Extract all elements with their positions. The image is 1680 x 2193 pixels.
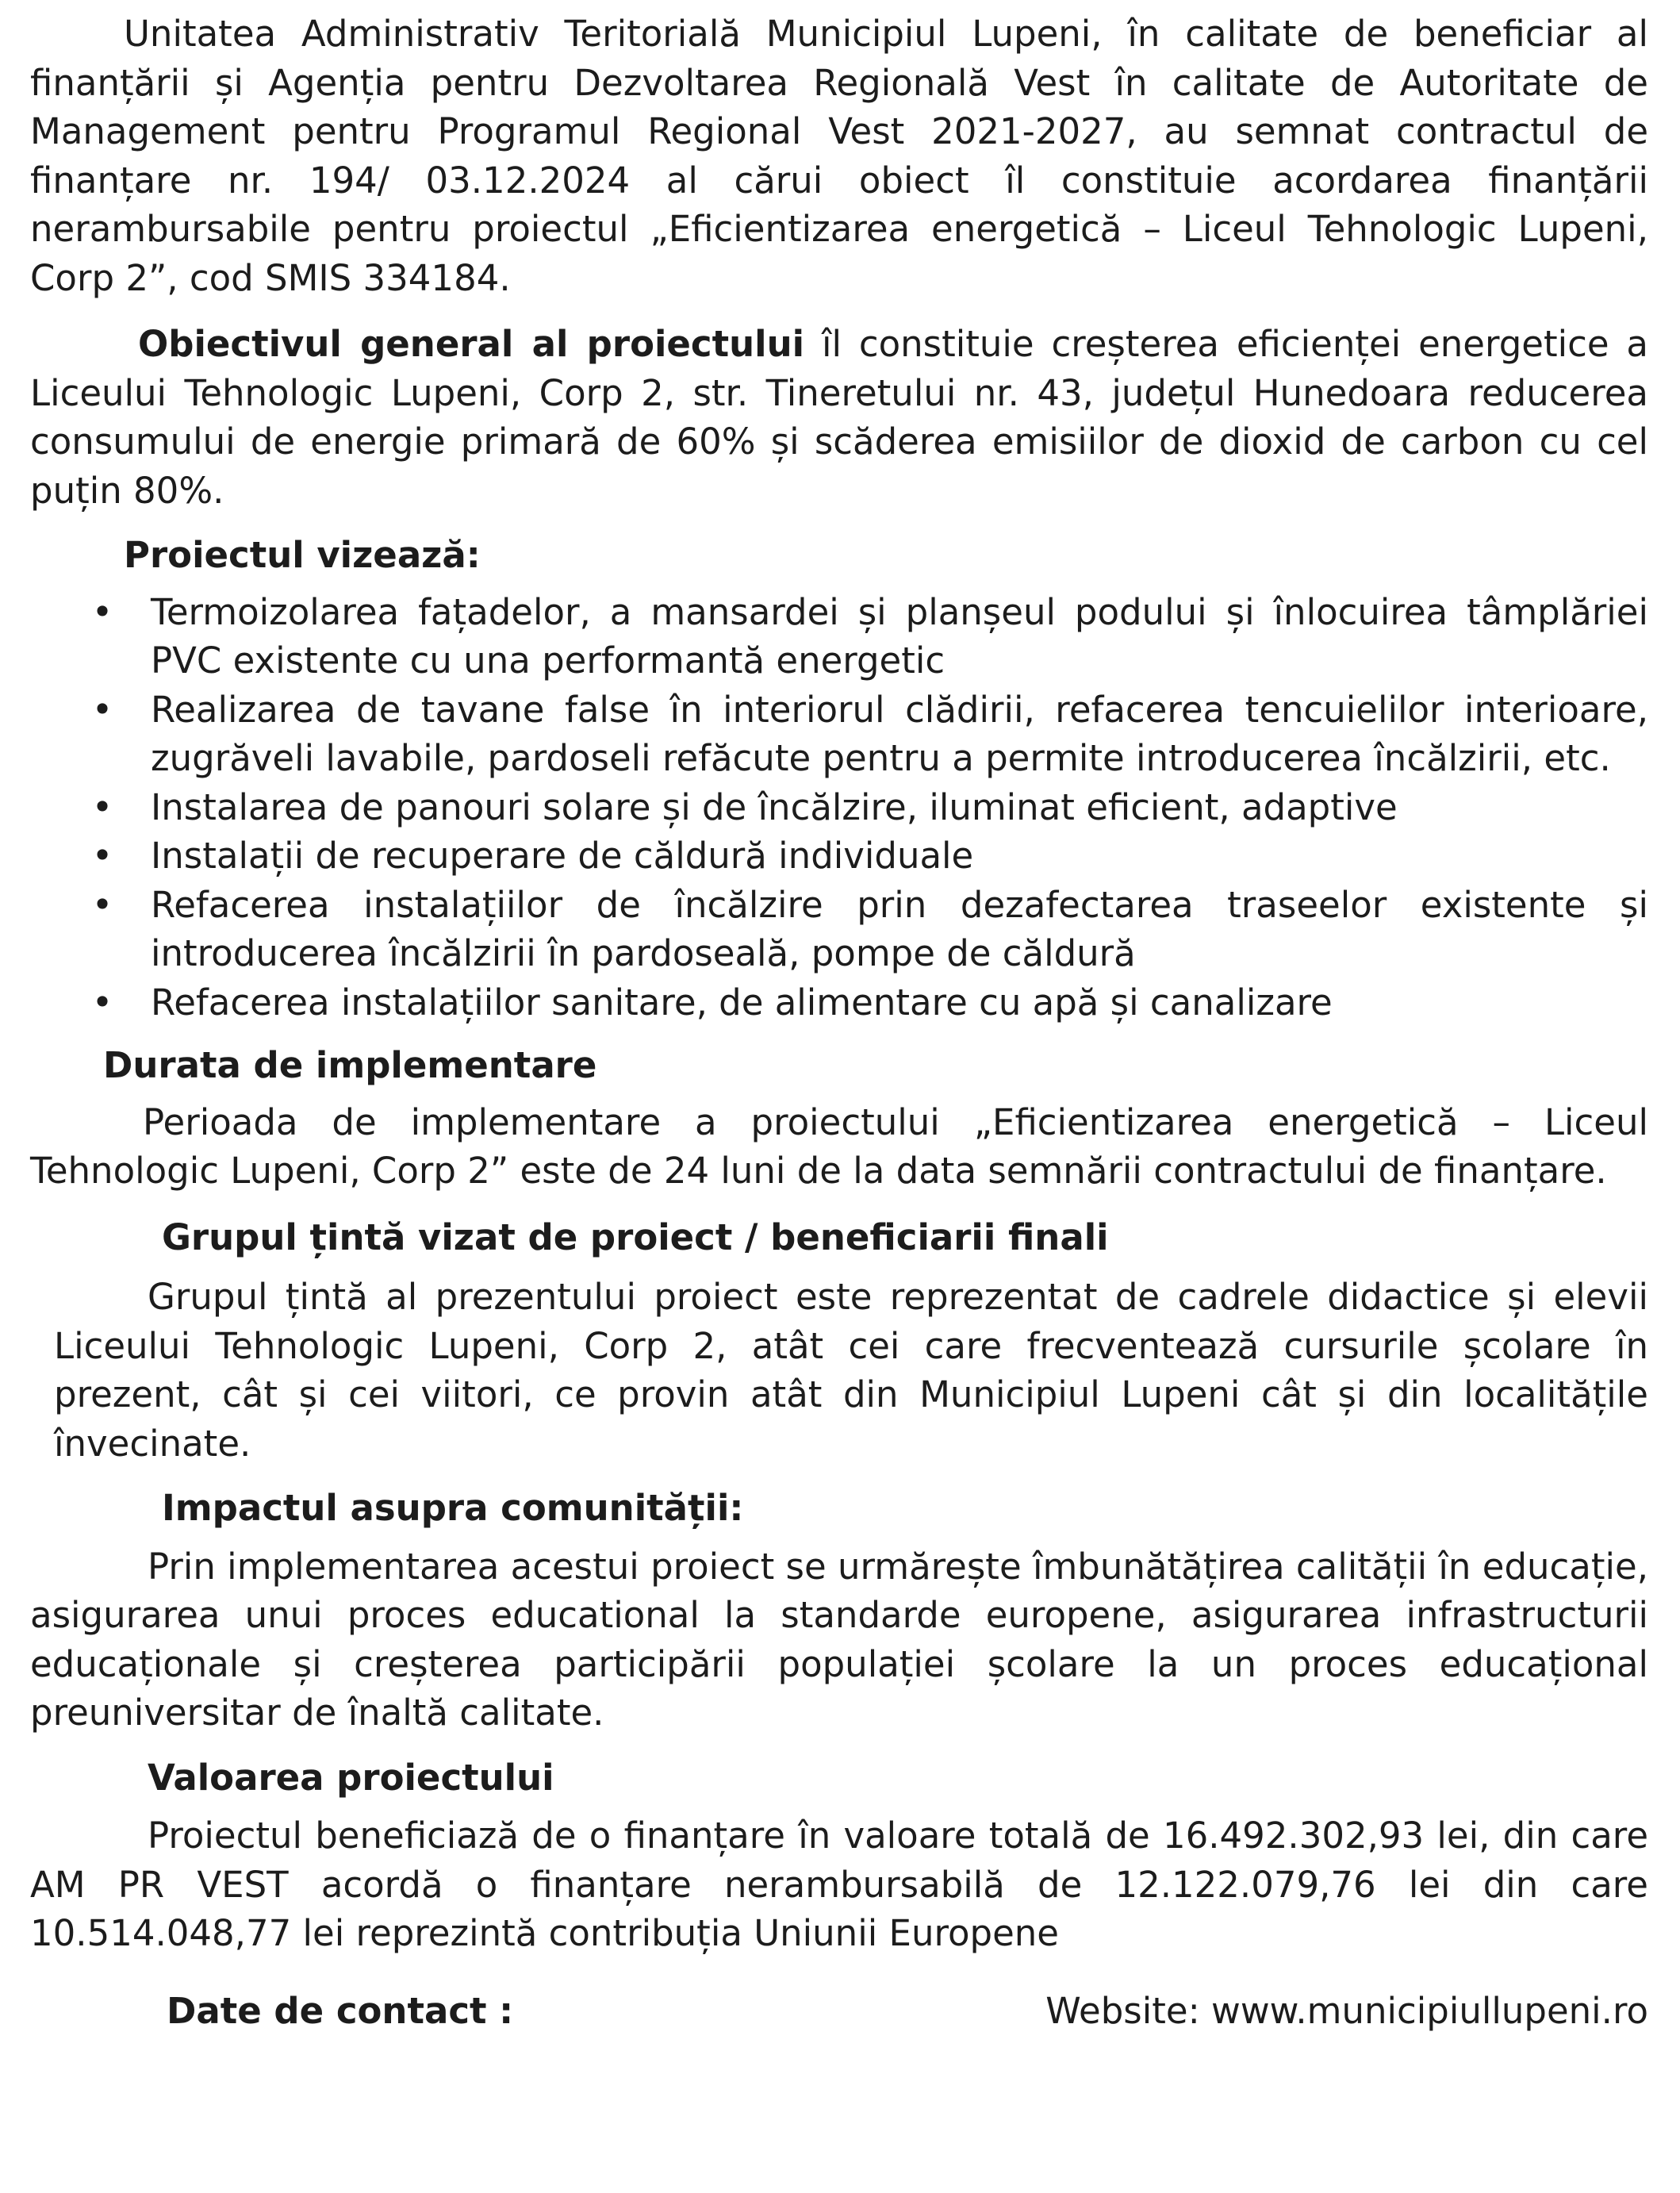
duration-heading: Durata de implementare	[103, 1044, 597, 1086]
bullet-icon: •	[91, 883, 113, 926]
list-item-text: Refacerea instalațiilor de încălzire prin dezafectarea traseelor existente și introducerea încălzirii în pardoseală, pompe de căldură	[151, 883, 1648, 974]
objective-paragraph	[30, 320, 1648, 515]
target-group-block	[30, 1273, 1648, 1468]
list-item	[30, 978, 1648, 1027]
list-item-text: Refacerea instalațiilor sanitare, de alimentare cu apă și canalizare	[151, 981, 1333, 1024]
list-item	[30, 831, 1648, 881]
duration-paragraph: Perioada de implementare a proiectului „Eficientizarea energetică – Liceul Tehnologic Lupeni, Corp 2” este de 24 luni de la data semnării contractului de finanțare.	[30, 1100, 1648, 1192]
contact-row	[30, 1987, 1648, 2036]
target-group-paragraph: Grupul țintă al prezentului proiect este reprezentat de cadrele didactice și elevii Liceului Tehnologic Lupeni, Corp 2, atât cei care frecventează cursurile școlare în prezent, cât și cei viitori, ce provin atât din Municipiul Lupeni cât și din localitățile învecinate.	[54, 1276, 1648, 1465]
list-item-text: Instalații de recuperare de căldură individuale	[151, 835, 974, 877]
list-item	[30, 588, 1648, 686]
value-paragraph: Proiectul beneficiază de o finanțare în valoare totală de 16.492.302,93 lei, din care AM PR VEST acordă o finanțare nerambursabilă de 12.122.079,76 lei din care 10.514.048,77 lei reprezintă contribuția Uniunii Europene	[30, 1815, 1648, 1954]
bullet-icon: •	[91, 590, 113, 633]
bullet-icon: •	[91, 981, 113, 1024]
value-heading: Valoarea proiectului	[148, 1756, 554, 1799]
list-item	[30, 783, 1648, 832]
document-page	[30, 10, 1648, 2035]
objective-text: îl constituie creșterea eficienței energetice a Liceului Tehnologic Lupeni, Corp 2, str. Tineretului nr. 43, județul Hunedoara reducerea consumului de energie primară de 60% și scăderea emisiilor de dioxid de carbon cu cel puțin 80%.	[30, 323, 1648, 512]
impact-heading: Impactul asupra comunității:	[162, 1487, 744, 1529]
bullet-icon: •	[91, 785, 113, 828]
objective-lead: Obiectivul general al proiectului	[138, 323, 805, 365]
contact-label: Date de contact :	[167, 1989, 514, 2032]
website-text: Website: www.municipiullupeni.ro	[1045, 1989, 1648, 2032]
list-item-text: Termoizolarea fațadelor, a mansardei și planșeul podului și înlocuirea tâmplăriei PVC existente cu una performantă energetic	[151, 590, 1648, 682]
intro-paragraph: Unitatea Administrativ Teritorială Municipiul Lupeni, în calitate de beneficiar al finanțării și Agenția pentru Dezvoltarea Regională Vest în calitate de Autoritate de Management pentru Programul Regional Vest 2021-2027, au semnat contractul de finanțare nr. 194/ 03.12.2024 al cărui obiect îl constituie acordarea finanțării nerambursabile pentru proiectul „Eficientizarea energetică – Liceul Tehnologic Lupeni, Corp 2”, cod SMIS 334184.	[30, 13, 1648, 299]
impact-paragraph: Prin implementarea acestui proiect se urmărește îmbunătățirea calității în educație, asigurarea unui proces educational la standarde europene, asigurarea infrastructurii educaționale și creșterea participării populației școlare la un proces educațional preuniversitar de înaltă calitate.	[30, 1545, 1648, 1734]
bullet-icon: •	[91, 835, 113, 877]
targets-list	[30, 588, 1648, 1027]
list-item-text: Realizarea de tavane false în interiorul clădirii, refacerea tencuielilor interioare, zugrăveli lavabile, pardoseli refăcute pentru a permite introducerea încălzirii, etc.	[151, 688, 1648, 779]
target-group-heading: Grupul țintă vizat de proiect / beneficiarii finali	[162, 1216, 1109, 1258]
bullet-icon: •	[91, 688, 113, 731]
targets-heading: Proiectul vizează:	[124, 534, 481, 576]
list-item-text: Instalarea de panouri solare și de încălzire, iluminat eficient, adaptive	[151, 785, 1398, 828]
list-item	[30, 686, 1648, 783]
list-item	[30, 881, 1648, 978]
